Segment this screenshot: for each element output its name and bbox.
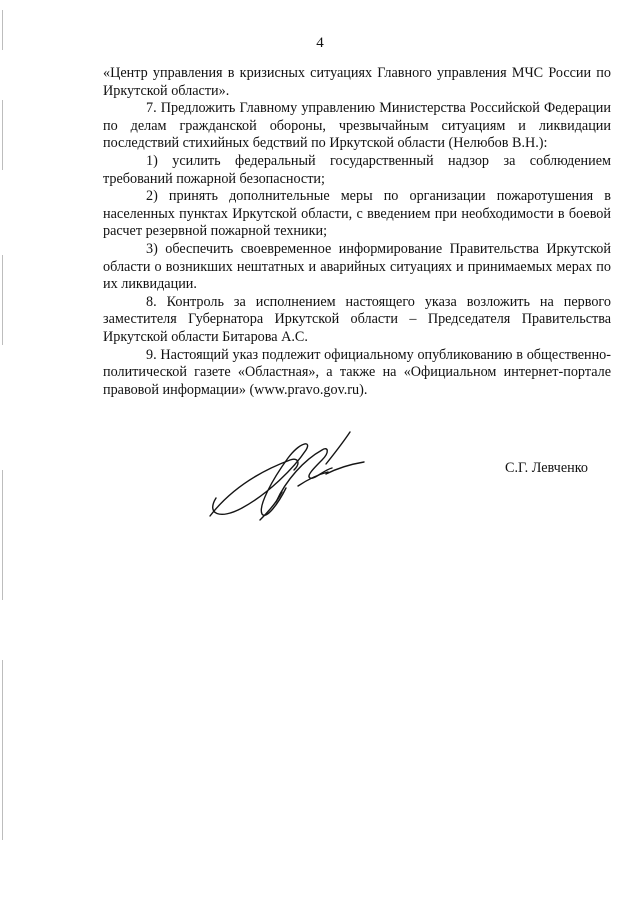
paragraph-item-7: 7. Предложить Главному управлению Министерства Российской Федерации по делам гражданской обороны, чрезвычайным ситуациям и ликвидации последствий стихийных бедствий по Иркутской области (Нелюбов В.Н.): — [103, 100, 611, 152]
page-number: 4 — [316, 35, 324, 51]
scan-edge-mark — [2, 100, 3, 170]
paragraph-subitem-2: 2) принять дополнительные меры по организации пожаротушения в населенных пунктах Иркутской области, с введением при необходимости в боевой расчет резервной пожарной техники; — [103, 188, 611, 240]
paragraph-subitem-1: 1) усилить федеральный государственный надзор за соблюдением требований пожарной безопасности; — [103, 152, 611, 187]
signer-name: С.Г. Левченко — [505, 460, 588, 476]
paragraph-subitem-3: 3) обеспечить своевременное информирование Правительства Иркутской области о возникших нештатных и аварийных ситуациях и принимаемых мерах по их ликвидации. — [103, 240, 611, 293]
scan-edge-mark — [2, 470, 3, 600]
document-body — [103, 65, 611, 399]
scan-edge-mark — [2, 255, 3, 345]
paragraph-continuation: «Центр управления в кризисных ситуациях Главного управления МЧС России по Иркутской области». — [103, 65, 611, 99]
signature-icon — [202, 428, 372, 526]
paragraph-item-8: 8. Контроль за исполнением настоящего указа возложить на первого заместителя Губернатора Иркутской области – Председателя Правительства Иркутской области Битарова А.С. — [103, 293, 611, 345]
scan-edge-mark — [2, 660, 3, 840]
paragraph-item-9: 9. Настоящий указ подлежит официальному опубликованию в общественно-политической газете «Областная», а также на «Официальном интернет-портале правовой информации» (www.pravo.gov.ru). — [103, 346, 611, 398]
